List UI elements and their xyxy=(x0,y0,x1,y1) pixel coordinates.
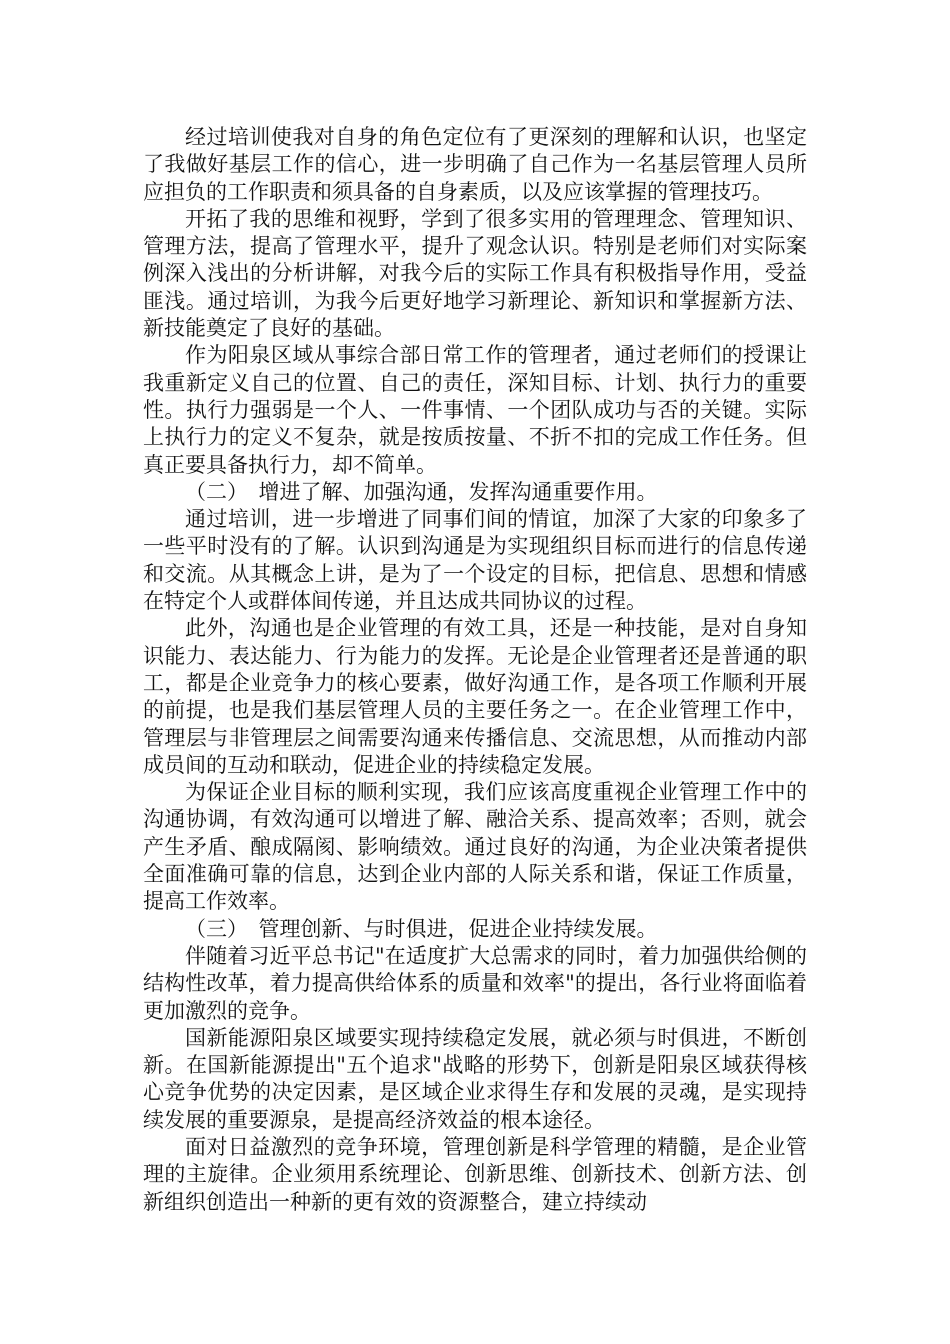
paragraph-communication-tool: 此外，沟通也是企业管理的有效工具，还是一种技能，是对自身知识能力、表达能力、行为能力的发挥。无论是企业管理者还是普通的职工，都是企业竞争力的核心要素，做好沟通工作，是各项工作顺利开展的前提，也是我们基层管理人员的主要任务之一。在企业管理工作中，管理层与非管理层之间需要沟通来传播信息、交流思想，从而推动内部成员间的互动和联动，促进企业的持续稳定发展。 xyxy=(143,616,807,777)
paragraph-role-understanding: 经过培训使我对自身的角色定位有了更深刻的理解和认识，也坚定了我做好基层工作的信心，进一步明确了自己作为一名基层管理人员所应担负的工作职责和须具备的自身素质，以及应该掌握的管理技巧。 xyxy=(143,125,807,204)
paragraph-execution: 作为阳泉区域从事综合部日常工作的管理者，通过老师们的授课让我重新定义自己的位置、自己的责任，深知目标、计划、执行力的重要性。执行力强弱是一个人、一件事情、一个团队成功与否的关键。实际上执行力的定义不复杂，就是按质按量、不折不扣的完成工作任务。但真正要具备执行力，却不简单。 xyxy=(143,343,807,477)
paragraph-regional-innovation: 国新能源阳泉区域要实现持续稳定发展，就必须与时俱进，不断创新。在国新能源提出"五个追求"战略的形势下，创新是阳泉区域获得核心竞争优势的决定因素，是区域企业求得生存和发展的灵魂，是实现持续发展的重要源泉，是提高经济效益的根本途径。 xyxy=(143,1025,807,1132)
paragraph-communication-goals: 为保证企业目标的顺利实现，我们应该高度重视企业管理工作中的沟通协调，有效沟通可以增进了解、融洽关系、提高效率；否则，就会产生矛盾、酿成隔阂、影响绩效。通过良好的沟通，为企业决策者提供全面准确可靠的信息，达到企业内部的人际关系和谐，保证工作质量，提高工作效率。 xyxy=(143,780,807,914)
paragraph-supply-side-reform: 伴随着习近平总书记"在适度扩大总需求的同时，着力加强供给侧的结构性改革，着力提高供给体系的质量和效率"的提出，各行业将面临着更加激烈的竞争。 xyxy=(143,943,807,1023)
section-heading-innovation: （三） 管理创新、与时俱进，促进企业持续发展。 xyxy=(185,916,658,941)
paragraph-communication-definition: 通过培训，进一步增进了同事们间的情谊，加深了大家的印象多了一些平时没有的了解。认识到沟通是为实现组织目标而进行的信息传递和交流。从其概念上讲，是为了一个设定的目标，把信息、思想和情感在特定个人或群体间传递，并且达成共同协议的过程。 xyxy=(143,507,807,614)
paragraph-broadened-thinking: 开拓了我的思维和视野，学到了很多实用的管理理念、管理知识、管理方法，提高了管理水平，提升了观念认识。特别是老师们对实际案例深入浅出的分析讲解，对我今后的实际工作具有积极指导作用，受益匪浅。通过培训，为我今后更好地学习新理论、新知识和掌握新方法、新技能奠定了良好的基础。 xyxy=(143,206,807,341)
document-body xyxy=(143,124,807,1216)
section-heading-communication: （二） 增进了解、加强沟通，发挥沟通重要作用。 xyxy=(185,479,658,504)
paragraph-management-innovation: 面对日益激烈的竞争环境，管理创新是科学管理的精髓，是企业管理的主旋律。企业须用系统理论、创新思维、创新技术、创新方法、创新组织创造出一种新的更有效的资源整合，建立持续动 xyxy=(143,1134,807,1214)
